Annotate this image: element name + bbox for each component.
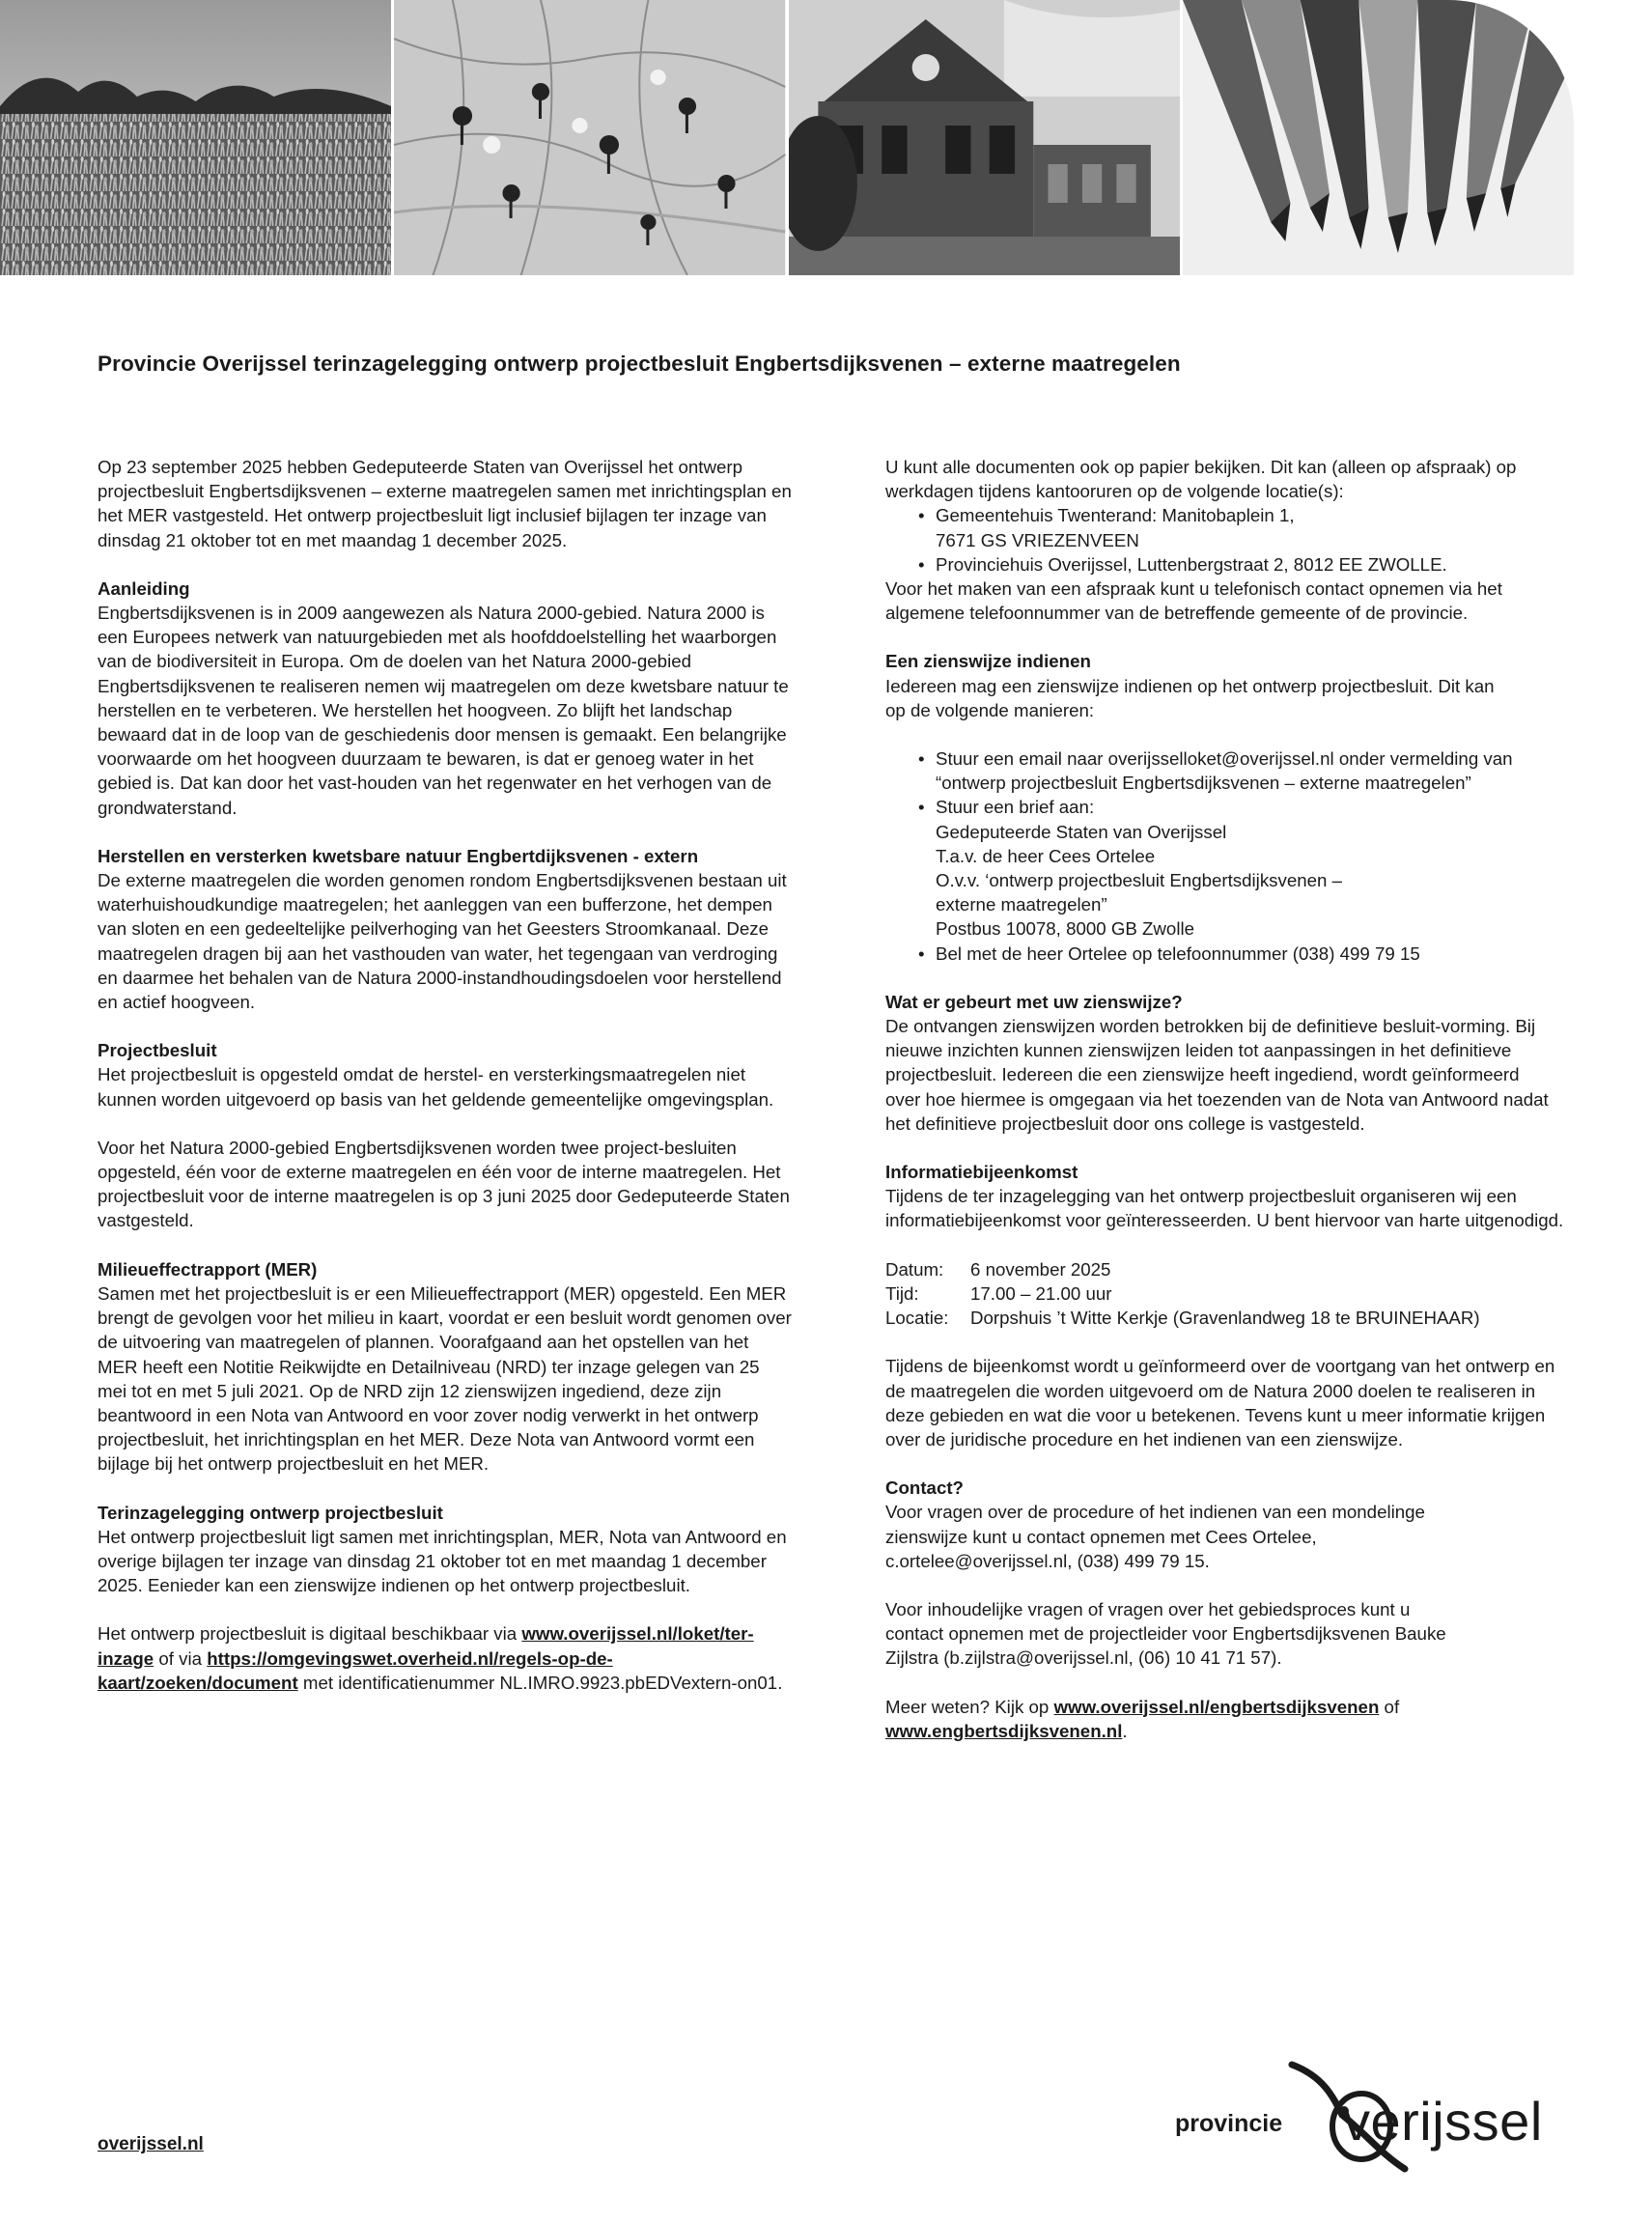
location-list [885, 503, 1581, 577]
terinzage-text: Het ontwerp projectbesluit ligt samen met inrichtingsplan, MER, Nota van Antwoord en overige bijlagen ter inzage van dinsdag 21 oktober tot en met maandag 1 december 2025. Eenieder kan een zienswijze indienen op het ontwerp projectbesluit. [98, 1526, 787, 1596]
way-line: O.v.v. ‘ontwerp projectbesluit Engbertsdijksvenen – [936, 870, 1343, 891]
event-date-row [885, 1257, 1581, 1281]
herstellen-text: De externe maatregelen die worden genomen rondom Engbertsdijksvenen bestaan uit waterhuishoudkundige maatregelen; het aanleggen van een bufferzone, het dempen van sloten en een gedeeltelijke peilverhoging van het Geesters Stroomkanaal. Deze maatregelen dragen bij aan het vasthouden van water, het tegengaan van verdroging en daarmee het behalen van de Natura 2000-instandhoudingsdoelen voor herstellend en actief hoogveen. [98, 870, 787, 1013]
event-time-row [885, 1281, 1581, 1306]
list-item [936, 552, 1581, 577]
wheat-field-photo [0, 0, 391, 275]
bijeenkomst-text: Tijdens de bijeenkomst wordt u geïnformeerd over de voortgang van het ontwerp en de maatregelen die worden uitgevoerd om de Natura 2000 doelen te realiseren in deze gebieden en wat die voor u betekenen. Tevens kunt u meer informatie krijgen over de juridische procedure en het indienen van een zienswijze. [885, 1356, 1555, 1449]
aanleiding-heading: Aanleiding [98, 577, 190, 599]
engbertsdijksvenen-overijssel-link[interactable]: www.overijssel.nl/engbertsdijksvenen [1053, 1696, 1380, 1717]
right-column [885, 455, 1581, 1743]
page-title: Provincie Overijssel terinzagelegging ontwerp projectbesluit Engbertsdijksvenen – externe maatregelen [98, 352, 1181, 376]
event-time-label: Tijd: [885, 1282, 919, 1304]
info-text: Tijdens de ter inzagelegging van het ontwerp projectbesluit organiseren wij een informatiebijeenkomst voor geïnteresseerden. U bent hiervoor van harte uitgenodigd. [885, 1186, 1564, 1231]
logo-provincie-text: provincie [1175, 2110, 1283, 2137]
meer-prefix: Meer weten? Kijk op [885, 1696, 1054, 1717]
way-line: • Stuur een brief aan: [936, 797, 1095, 818]
map-pins-photo [394, 0, 785, 275]
afspraak-text: Voor het maken van een afspraak kunt u telefonisch contact opnemen via het algemene telefoonnummer van de betreffende gemeente of de provincie. [885, 578, 1502, 624]
way-line: • Bel met de heer Ortelee op telefoonnummer (038) 499 79 15 [936, 943, 1420, 964]
header-photo-strip [0, 0, 1574, 275]
terinzage-heading: Terinzagelegging ontwerp projectbesluit [98, 1502, 443, 1523]
list-item [936, 942, 1581, 966]
omgevingswet-link[interactable]: https://omgevingswet.overheid.nl/regels-op-de-kaart/zoeken/document [98, 1647, 613, 1693]
historic-building-photo [789, 0, 1180, 275]
meer-mid: of [1379, 1696, 1400, 1717]
projectbesluit-text-1: Het projectbesluit is opgesteld omdat de herstel- en versterkingsmaatregelen niet kunnen worden uitgevoerd op basis van het geldende gemeentelijke omgevingsplan. [98, 1064, 774, 1110]
way-line: “ontwerp projectbesluit Engbertsdijksvenen – externe maatregelen” [936, 773, 1471, 794]
way-line: Gedeputeerde Staten van Overijssel [936, 821, 1227, 842]
digital-availability [98, 1621, 793, 1695]
way-line: • Stuur een email naar overijsselloket@overijssel.nl onder vermelding van [936, 748, 1513, 770]
location-line: • Gemeentehuis Twenterand: Manitobaplein 1, [936, 505, 1295, 526]
aanleiding-text: Engbertsdijksvenen is in 2009 aangewezen als Natura 2000-gebied. Natura 2000 is een Europees netwerk van natuurgebieden met als hoofddoelstelling het waarborgen van de biodiversiteit in Europa. Om de doelen van het Natura 2000-gebied Engbertsdijksvenen te realiseren nemen wij maatregelen om deze kwetsbare natuur te herstellen en te verbeteren. We herstellen het hoogveen. Zo blijft het landschap bewaard dat in de loop van de geschiedenis door mensen is gemaakt. Een belangrijke voorwaarde om het hoogveen duurzaam te bewaren, is dat er genoeg water in het gebied is. Dat kan door het vast-houden van het regenwater en het verhogen van de grondwaterstand. [98, 603, 789, 818]
digital-prefix: Het ontwerp projectbesluit is digitaal beschikbaar via [98, 1623, 522, 1645]
papier-text: U kunt alle documenten ook op papier bekijken. Dit kan (alleen op afspraak) op werkdagen tijdens kantooruren op de volgende locatie(s): [885, 457, 1517, 502]
projectbesluit-heading: Projectbesluit [98, 1040, 217, 1061]
overijssel-ter-inzage-link[interactable]: www.overijssel.nl/loket/ter-inzage [98, 1623, 754, 1669]
gebeurt-heading: Wat er gebeurt met uw zienswijze? [885, 991, 1183, 1012]
contact-text-1: Voor vragen over de procedure of het indienen van een mondelinge zienswijze kunt u contact opnemen met Cees Ortelee, c.ortelee@overijssel.nl, (038) 499 79 15. [885, 1502, 1425, 1571]
digital-suffix: met identificatienummer NL.IMRO.9923.pbEDVextern-on01. [297, 1672, 783, 1693]
event-location-label: Locatie: [885, 1308, 949, 1329]
provincie-overijssel-logo [1173, 2057, 1579, 2173]
intro-paragraph: Op 23 september 2025 hebben Gedeputeerde Staten van Overijssel het ontwerp projectbesluit Engbertsdijksvenen – externe maatregelen samen met inrichtingsplan en het MER vastgesteld. Het ontwerp projectbesluit ligt inclusief bijlagen ter inzage van dinsdag 21 oktober tot en met maandag 1 december 2025. [98, 457, 792, 550]
meer-suffix: . [1122, 1720, 1128, 1741]
mer-text: Samen met het projectbesluit is er een Milieueffectrapport (MER) opgesteld. Een MER brengt de gevolgen voor het milieu in kaart, voordat er een besluit wordt genomen over de uitvoering van maatregelen of plannen. Voorafgaand aan het opstellen van het MER heeft een Notitie Reikwijdte en Detailniveau (NRD) ter inzage gelegen van 25 mei tot en met 5 juli 2021. Op de NRD zijn 12 zienswijzen ingediend, deze zijn beantwoord in een Nota van Antwoord en voor zover nodig verwerkt in het ontwerp projectbesluit, het inrichtingsplan en het MER. Deze Nota van Antwoord vormt een bijlage bij het ontwerp projectbesluit en het MER. [98, 1282, 792, 1475]
zienswijze-heading: Een zienswijze indienen [885, 651, 1091, 672]
colored-pencils-photo [1183, 0, 1574, 275]
event-time-value: 17.00 – 21.00 uur [970, 1282, 1112, 1304]
footer-site-link[interactable]: overijssel.nl [98, 2134, 204, 2154]
way-line: Postbus 10078, 8000 GB Zwolle [936, 918, 1195, 940]
event-location-value: Dorpshuis ’t Witte Kerkje (Gravenlandweg 18 te BRUINEHAAR) [970, 1308, 1480, 1329]
engbertsdijksvenen-site-link[interactable]: www.engbertsdijksvenen.nl [885, 1720, 1123, 1741]
event-date-value: 6 november 2025 [970, 1258, 1111, 1280]
herstellen-heading: Herstellen en versterken kwetsbare natuur Engbertdijksvenen - extern [98, 845, 699, 866]
left-column [98, 455, 793, 1695]
list-item [936, 503, 1581, 551]
projectbesluit-text-2: Voor het Natura 2000-gebied Engbertsdijksvenen worden twee project-besluiten opgesteld, één voor de externe maatregelen en één voor de interne maatregelen. Het projectbesluit voor de interne maatregelen is op 3 juni 2025 door Gedeputeerde Staten vastgesteld. [98, 1137, 790, 1231]
way-line: externe maatregelen” [936, 894, 1107, 915]
info-heading: Informatiebijeenkomst [885, 1162, 1078, 1183]
digital-mid: of via [154, 1647, 208, 1669]
mer-heading: Milieueffectrapport (MER) [98, 1258, 318, 1280]
event-location-row [885, 1306, 1581, 1330]
contact-heading: Contact? [885, 1477, 964, 1499]
event-date-label: Datum: [885, 1258, 944, 1280]
list-item [936, 746, 1581, 795]
meer-weten [885, 1695, 1581, 1743]
zienswijze-text: Iedereen mag een zienswijze indienen op het ontwerp projectbesluit. Dit kan op de volgende manieren: [885, 675, 1495, 720]
contact-text-2: Voor inhoudelijke vragen of vragen over het gebiedsproces kunt u contact opnemen met de projectleider voor Engbertsdijksvenen Bauke Zijlstra (b.zijlstra@overijssel.nl, (06) 10 41 71 57). [885, 1598, 1446, 1669]
logo-overijssel-text: verijssel [1343, 2091, 1543, 2152]
location-line: 7671 GS VRIEZENVEEN [936, 529, 1139, 550]
gebeurt-text: De ontvangen zienswijzen worden betrokken bij de definitieve besluit-vorming. Bij nieuwe inzichten kunnen zienswijzen leiden tot aanpassingen in het definitieve projectbesluit. Iedereen die een zienswijze heeft ingediend, wordt geïnformeerd over hoe hiermee is omgegaan via het toezenden van de Nota van Antwoord nadat het definitieve projectbesluit door ons college is vastgesteld. [885, 1016, 1549, 1134]
list-item [936, 795, 1581, 941]
ways-list [885, 746, 1581, 966]
way-line: T.a.v. de heer Cees Ortelee [936, 845, 1156, 866]
location-line: • Provinciehuis Overijssel, Luttenbergstraat 2, 8012 EE ZWOLLE. [936, 553, 1447, 575]
